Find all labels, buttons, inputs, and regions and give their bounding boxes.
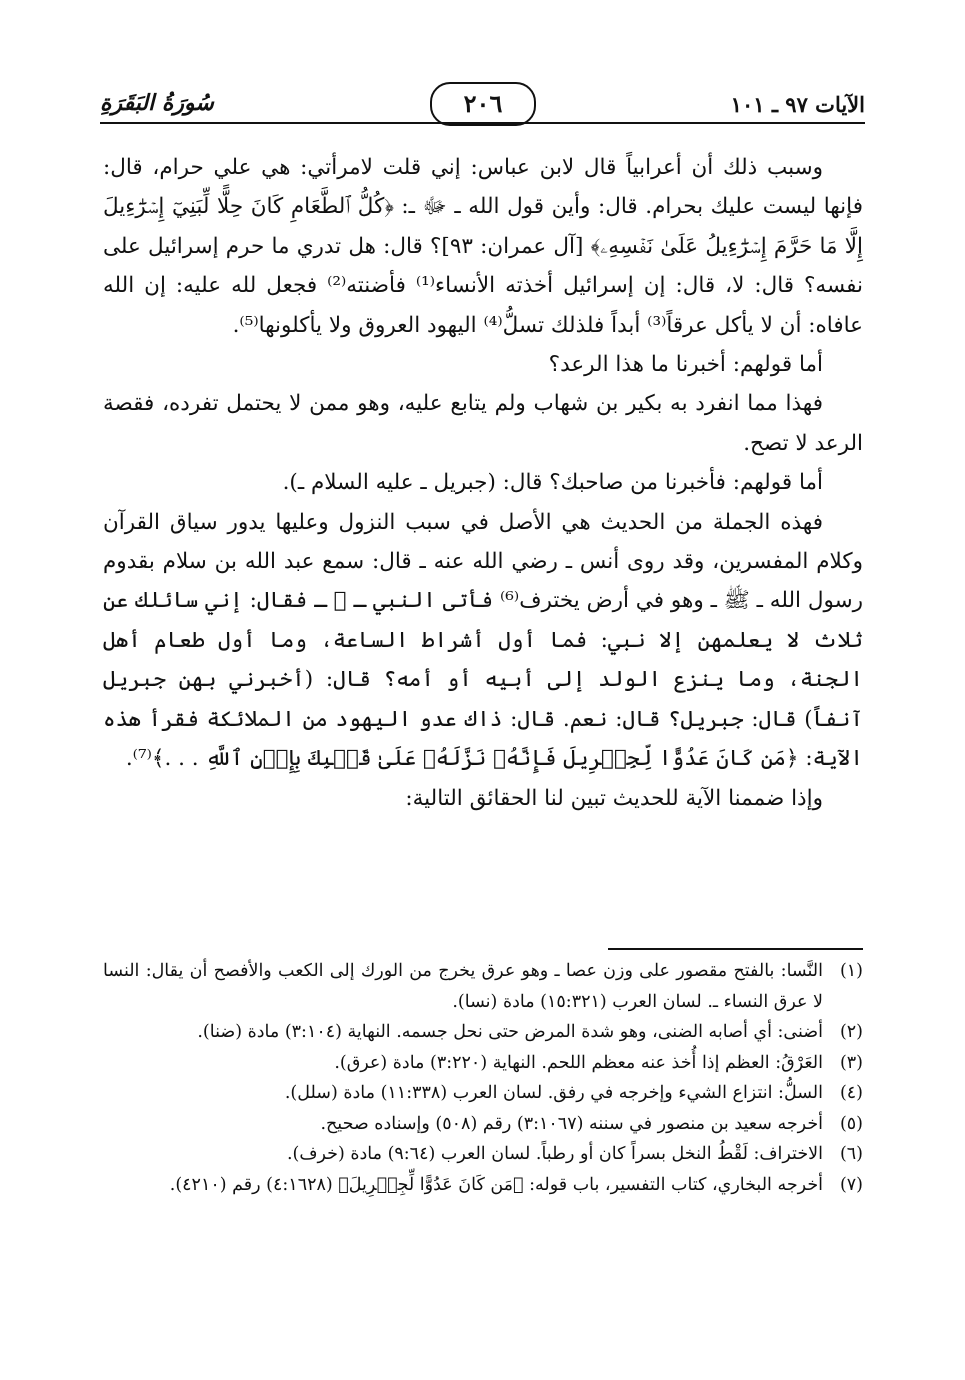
- header-rule: [100, 122, 865, 124]
- main-text: [103, 148, 863, 818]
- footnote-text: النَّسا: بالفتح مقصور على وزن عصا ـ وهو عرق يخرج من الورك إلى الكعب والأفصح أن يقال: النسا لا عرق النساء ـ. لسان العرب (١٥:٣٢١) مادة (نسا).: [103, 961, 823, 1012]
- paragraph: أما قولهم: فأخبرنا من صاحبك؟ قال: (جبريل ـ عليه السلام ـ).: [282, 470, 823, 496]
- footnote-number: (١): [839, 961, 863, 981]
- footnote: [103, 1017, 863, 1048]
- footnote-number: (٦): [839, 1144, 863, 1164]
- paragraph: وسبب ذلك أن أعرابياً قال لابن عباس: إني قلت لامرأتي: هي علي حرام، قال: فإنها ليست عليك بحرام. قال: وأين قول الله ـ ﷻ ـ: ﴿كُلُّ ٱلطَّعَامِ كَانَ حِلًّا لِّبَنِيٓ إِسۡرَٰٓءِيلَ إِلَّا مَا حَرَّمَ إِسۡرَٰٓءِيلُ عَلَىٰ نَفۡسِهِۦ﴾ [آل عمران: ٩٣]؟ قال: هل تدري ما حرم إسرائيل على نفسه؟ قال: لا، قال: إن إسرائيل أخذته الأنساء⁽¹⁾ فأضنته⁽²⁾ فجعل لله عليه: إن الله عافاه: أن لا يأكل عرقاً⁽³⁾ أبداً فلذلك تسلُّ⁽⁴⁾ اليهود العروق ولا يأكلونها⁽⁵⁾.: [103, 155, 863, 338]
- footnote: [103, 1048, 863, 1079]
- page-header: [100, 88, 865, 124]
- paragraph: فهذا مما انفرد به بكير بن شهاب ولم يتابع عليه، وهو ممن لا يحتمل تفرده، فقصة الرعد لا تصح.: [103, 391, 863, 456]
- page-number: ٢٠٦: [430, 82, 536, 126]
- footnote-number: (٧): [839, 1174, 863, 1195]
- footnote: [103, 1170, 863, 1201]
- footnote-number: (٣): [839, 1052, 863, 1073]
- footnote-text: أخرجه سعيد بن منصور في سننه (٣:١٠٦٧) رقم (٥٠٨) وإسناده صحيح.: [320, 1113, 823, 1134]
- footnote: [103, 956, 863, 1017]
- verse-range: الآيات ٩٧ ـ ١٠١: [730, 92, 865, 117]
- footnote-number: (٥): [839, 1113, 863, 1134]
- footnote-text: العَرْقُ: العظم إذا أُخذ عنه معظم اللحم. النهاية (٣:٢٢٠) مادة (عرق).: [334, 1052, 823, 1073]
- footnote: [103, 1139, 863, 1170]
- paragraph: فهذه الجملة من الحديث هي الأصل في سبب النزول وعليها يدور سياق القرآن وكلام المفسرين، وقد روى أنس ـ رضي الله عنه ـ قال: سمع عبد الله بن سلام بقدوم رسول الله ـ ﷺ ـ وهو في أرض يخترف⁽⁶⁾ فأتى النبي ـ ﷺ ـ فقال: إني سائلك عن ثلاث لا يعلمهن إلا نبي: فما أول أشراط الساعة، وما أول طعام أهل الجنة، وما ينزع الولد إلى أبيه أو أمه؟ قال: (أخبرني بهن جبريل آنفاً) قال: جبريل؟ قال: نعم. قال: ذاك عدو اليهود من الملائكة فقرأ هذه الآية: ﴿مَن كَانَ عَدُوًّا لِّجِبۡرِيلَ فَإِنَّهُۥ نَزَّلَهُۥ عَلَىٰ قَلۡبِكَ بِإِذۡنِ ٱللَّهِ . . .﴾⁽⁷⁾.: [103, 509, 863, 772]
- footnote: [103, 1078, 863, 1109]
- paragraph: أما قولهم: أخبرنا ما هذا الرعد؟: [548, 352, 823, 378]
- footnotes: [103, 956, 863, 1200]
- footnote-text: السلُّ: انتزاع الشيء وإخرجه في رفق. لسان العرب (١١:٣٣٨) مادة (سلل).: [284, 1083, 823, 1103]
- footnote-text: أضنى: أي أصابه الضنى، وهو شدة المرض حتى نحل جسمه. النهاية (٣:١٠٤) مادة (ضنا).: [197, 1022, 823, 1042]
- footnote: [103, 1109, 863, 1140]
- surah-title: سُورَةُ البَقَرَةِ: [100, 90, 214, 116]
- footnote-number: (٢): [839, 1022, 863, 1042]
- paragraph: وإذا ضممنا الآية للحديث تبين لنا الحقائق التالية:: [405, 785, 823, 811]
- footnote-number: (٤): [839, 1083, 863, 1103]
- footnote-separator: [608, 948, 863, 950]
- footnote-text: أخرجه البخاري، كتاب التفسير، باب قوله: ﴿مَن كَانَ عَدُوًّا لِّجِبۡرِيلَ﴾ (٤:١٦٢٨) رقم (٤٢١٠).: [169, 1174, 823, 1195]
- footnote-text: الاختراف: لَقْطُ النخل بسراً كان أو رطباً. لسان العرب (٩:٦٤) مادة (خرف).: [286, 1144, 823, 1164]
